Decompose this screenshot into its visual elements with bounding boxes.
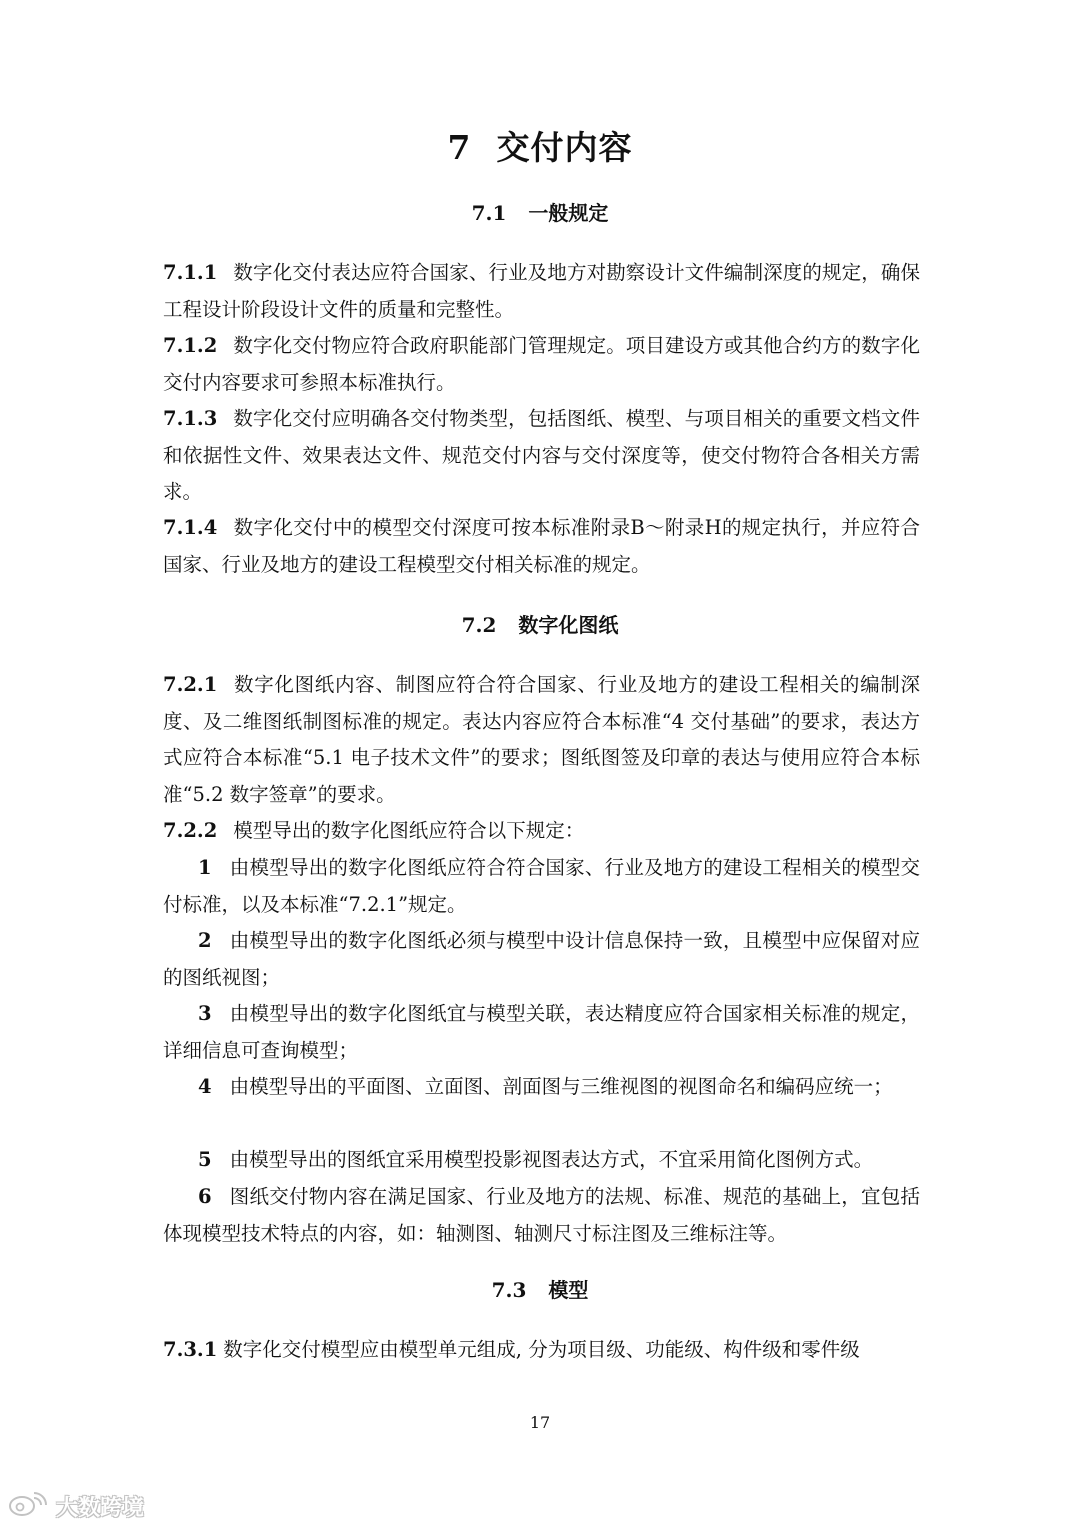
item-number: 6 [198, 1185, 212, 1208]
chapter-number: 7 [447, 128, 472, 167]
clause-7-2-1 [163, 667, 920, 813]
clause-number: 7.1.2 [163, 334, 218, 357]
item-number: 2 [198, 929, 212, 952]
list-item-5 [163, 1142, 920, 1179]
item-text: 由模型导出的数字化图纸应符合符合国家、行业及地方的建设工程相关的模型交付标准，以及本标准“7.2.1”规定。 [163, 856, 920, 916]
item-number: 4 [198, 1075, 212, 1098]
item-text: 由模型导出的数字化图纸必须与模型中设计信息保持一致，且模型中应保留对应的图纸视图； [163, 929, 920, 989]
clause-7-1-4 [163, 510, 920, 583]
clause-7-1-1 [163, 255, 920, 328]
chapter-title [0, 122, 1080, 169]
section-heading-7-1 [0, 197, 1080, 226]
item-text: 图纸交付物内容在满足国家、行业及地方的法规、标准、规范的基础上，宜包括体现模型技术特点的内容，如：轴测图、轴测尺寸标注图及三维标注等。 [163, 1185, 920, 1245]
section-number: 7.2 [461, 613, 497, 637]
item-number: 5 [198, 1148, 212, 1171]
clause-number: 7.1.4 [163, 516, 218, 539]
list-item-1 [163, 850, 920, 923]
clause-text: 数字化交付中的模型交付深度可按本标准附录B～附录H的规定执行，并应符合国家、行业及地方的建设工程模型交付相关标准的规定。 [163, 516, 920, 576]
clause-text: 数字化交付表达应符合国家、行业及地方对勘察设计文件编制深度的规定，确保工程设计阶段设计文件的质量和完整性。 [163, 261, 920, 321]
watermark-text: 大数跨境 [56, 1495, 145, 1521]
clause-text: 数字化交付模型应由模型单元组成, 分为项目级、功能级、构件级和零件级 [223, 1338, 860, 1361]
section-title: 数字化图纸 [518, 613, 619, 637]
section-number: 7.1 [471, 201, 507, 225]
clause-text: 数字化图纸内容、制图应符合符合国家、行业及地方的建设工程相关的编制深度、及二维图纸制图标准的规定。表达内容应符合本标准“4 交付基础”的要求，表达方式应符合本标准“5.1 电子技术文件”的要求；图纸图签及印章的表达与使用应符合本标准“5.2 数字签章”的要求。 [163, 673, 920, 806]
item-text: 由模型导出的平面图、立面图、剖面图与三维视图的视图命名和编码应统一； [229, 1075, 893, 1098]
item-number: 3 [198, 1002, 212, 1025]
clause-number: 7.1.1 [163, 261, 218, 284]
section-heading-7-3 [0, 1274, 1080, 1303]
list-item-3 [163, 996, 920, 1069]
item-text: 由模型导出的数字化图纸宜与模型关联，表达精度应符合国家相关标准的规定，详细信息可查询模型； [163, 1002, 920, 1062]
clause-7-3-1 [163, 1332, 920, 1369]
clause-text: 数字化交付物应符合政府职能部门管理规定。项目建设方或其他合约方的数字化交付内容要求可参照本标准执行。 [163, 334, 920, 394]
weibo-icon [6, 1489, 52, 1523]
list-item-6 [163, 1179, 920, 1252]
clause-number: 7.2.1 [163, 673, 218, 696]
section-title: 一般规定 [528, 201, 609, 225]
item-text: 由模型导出的图纸宜采用模型投影视图表达方式，不宜采用简化图例方式。 [229, 1148, 874, 1171]
page-number: 17 [529, 1413, 551, 1432]
list-item-4 [163, 1069, 920, 1106]
clause-number: 7.1.3 [163, 407, 218, 430]
clause-text: 数字化交付应明确各交付物类型，包括图纸、模型、与项目相关的重要文档文件和依据性文件、效果表达文件、规范交付内容与交付深度等，使交付物符合各相关方需求。 [163, 407, 920, 503]
clause-number: 7.2.2 [163, 819, 218, 842]
section-heading-7-2 [0, 609, 1080, 638]
clause-7-1-2 [163, 328, 920, 401]
chapter-title-text: 交付内容 [496, 128, 633, 167]
section-title: 模型 [548, 1278, 589, 1302]
list-item-2 [163, 923, 920, 996]
clause-7-2-2 [163, 813, 920, 850]
watermark [6, 1488, 144, 1524]
section-number: 7.3 [491, 1278, 527, 1302]
clause-number: 7.3.1 [163, 1338, 218, 1361]
clause-7-1-3 [163, 401, 920, 511]
clause-text: 模型导出的数字化图纸应符合以下规定： [233, 819, 585, 842]
item-number: 1 [198, 856, 212, 879]
